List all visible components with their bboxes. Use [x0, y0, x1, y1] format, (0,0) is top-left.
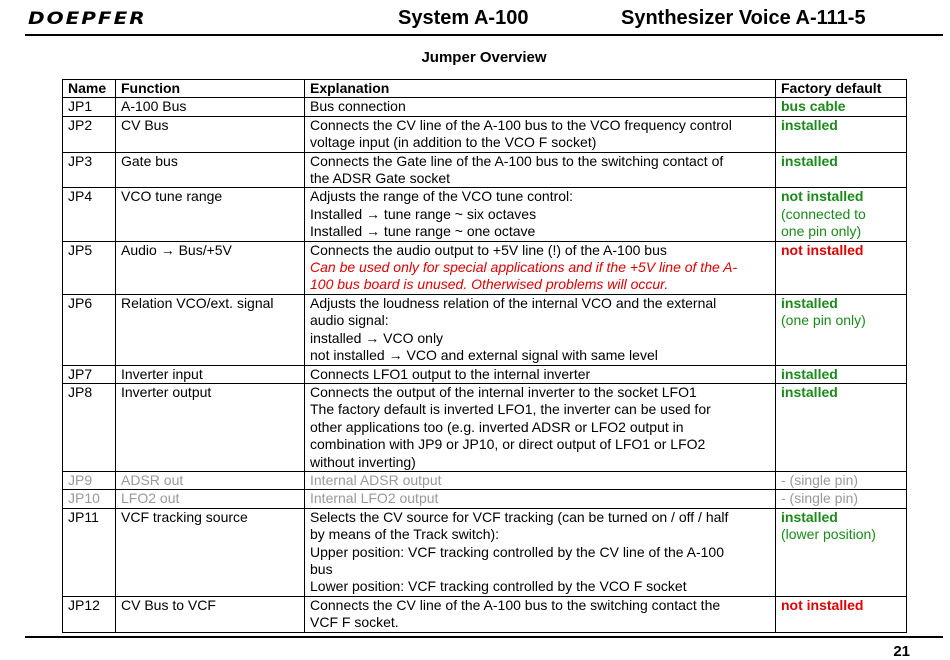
table-row [63, 490, 907, 508]
jumper-name: JP7 [63, 365, 116, 383]
column-header-name: Name [63, 80, 116, 98]
warning-line: 100 bus board is unused. Otherwised problems will occur. [310, 276, 669, 293]
table-row [63, 188, 907, 241]
jumper-explanation [305, 294, 776, 365]
jumper-name: JP4 [63, 188, 116, 241]
explanation-line: by means of the Track switch): [310, 526, 500, 543]
default-value: (connected to [781, 205, 866, 222]
default-value: not installed [781, 241, 864, 258]
explanation-line: Connects the CV line of the A-100 bus to the VCO frequency control [310, 116, 732, 133]
explanation-line: VCF F socket. [310, 614, 399, 631]
jumper-function: ADSR out [116, 471, 305, 489]
jumper-explanation [305, 116, 776, 152]
explanation-line: Connects LFO1 output to the internal inverter [310, 365, 591, 382]
jumper-name: JP5 [63, 241, 116, 294]
jumper-name: JP8 [63, 383, 116, 471]
jumper-name: JP2 [63, 116, 116, 152]
explanation-line: voltage input (in addition to the VCO F socket) [310, 134, 597, 151]
table-row [63, 241, 907, 294]
explanation-line: without inverting) [310, 453, 416, 470]
default-value: installed [781, 508, 838, 525]
header-rule [25, 34, 943, 36]
default-value: - (single pin) [781, 471, 859, 488]
default-value: not installed [781, 188, 864, 205]
table-row [63, 365, 907, 383]
default-value: bus cable [781, 98, 846, 115]
jumper-explanation [305, 596, 776, 632]
jumper-explanation [305, 365, 776, 383]
explanation-line: bus [310, 560, 333, 577]
explanation-line: Connects the CV line of the A-100 bus to the switching contact the [310, 596, 721, 613]
jumper-function: LFO2 out [116, 490, 305, 508]
explanation-line: Connects the output of the internal inverter to the socket LFO1 [310, 383, 697, 400]
footer-rule [25, 636, 943, 638]
explanation-line: Installed → tune range ~ six octaves [310, 205, 537, 222]
default-value: - (single pin) [781, 490, 859, 507]
table-row [63, 116, 907, 152]
explanation-line: Adjusts the range of the VCO tune control: [310, 188, 574, 205]
jumper-name: JP9 [63, 471, 116, 489]
explanation-line: combination with JP9 or JP10, or direct output of LFO1 or LFO2 [310, 436, 706, 453]
brand-logo: DOEPFER [28, 7, 147, 29]
jumper-explanation [305, 188, 776, 241]
default-value: installed [781, 365, 838, 382]
jumper-name: JP10 [63, 490, 116, 508]
explanation-line: installed → VCO only [310, 329, 444, 346]
factory-default [776, 596, 907, 632]
factory-default [776, 508, 907, 596]
factory-default [776, 98, 907, 116]
column-header-explanation: Explanation [305, 80, 776, 98]
jumper-function: CV Bus [116, 116, 305, 152]
jumper-function: Inverter output [116, 383, 305, 471]
column-header-function: Function [116, 80, 305, 98]
jumper-explanation [305, 383, 776, 471]
factory-default [776, 188, 907, 241]
explanation-line: Upper position: VCF tracking controlled by the CV line of the A-100 [310, 543, 724, 560]
jumper-name: JP3 [63, 152, 116, 188]
explanation-line: audio signal: [310, 312, 389, 329]
warning-line: Can be used only for special applications and if the +5V line of the A- [310, 259, 738, 276]
factory-default [776, 383, 907, 471]
factory-default [776, 471, 907, 489]
explanation-line: Connects the audio output to +5V line (!) of the A-100 bus [310, 241, 667, 258]
factory-default [776, 490, 907, 508]
page-number: 21 [893, 643, 910, 660]
jumper-function: Inverter input [116, 365, 305, 383]
explanation-line: Selects the CV source for VCF tracking (can be turned on / off / half [310, 508, 729, 525]
factory-default [776, 116, 907, 152]
jumper-name: JP1 [63, 98, 116, 116]
explanation-line: Internal ADSR output [310, 471, 442, 488]
module-title: Synthesizer Voice A-111-5 [621, 7, 866, 29]
default-value: installed [781, 383, 838, 400]
jumper-function: Gate bus [116, 152, 305, 188]
table-row [63, 471, 907, 489]
table-row [63, 294, 907, 365]
jumper-explanation [305, 471, 776, 489]
table-header-row [63, 80, 907, 98]
jumper-explanation [305, 241, 776, 294]
explanation-line: The factory default is inverted LFO1, the inverter can be used for [310, 401, 711, 418]
table-row [63, 152, 907, 188]
explanation-line: Bus connection [310, 98, 406, 115]
jumper-explanation [305, 490, 776, 508]
default-value: (lower position) [781, 526, 876, 543]
jumper-function: Audio → Bus/+5V [116, 241, 305, 294]
jumper-name: JP11 [63, 508, 116, 596]
table-row [63, 508, 907, 596]
default-value: installed [781, 152, 838, 169]
explanation-line: the ADSR Gate socket [310, 170, 451, 187]
default-value: not installed [781, 596, 864, 613]
table-body [63, 98, 907, 632]
jumper-name: JP6 [63, 294, 116, 365]
column-header-default: Factory default [776, 80, 907, 98]
explanation-line: Installed → tune range ~ one octave [310, 223, 536, 240]
system-title: System A-100 [398, 7, 529, 29]
jumper-function: VCO tune range [116, 188, 305, 241]
jumper-name: JP12 [63, 596, 116, 632]
factory-default [776, 294, 907, 365]
jumper-function: VCF tracking source [116, 508, 305, 596]
default-value: (one pin only) [781, 312, 866, 329]
explanation-line: Internal LFO2 output [310, 490, 439, 507]
default-value: one pin only) [781, 223, 862, 240]
jumper-explanation [305, 152, 776, 188]
jumper-function: A-100 Bus [116, 98, 305, 116]
jumper-explanation [305, 98, 776, 116]
default-value: installed [781, 116, 838, 133]
explanation-line: not installed → VCO and external signal with same level [310, 347, 658, 364]
explanation-line: other applications too (e.g. inverted ADSR or LFO2 output in [310, 418, 684, 435]
table-row [63, 98, 907, 116]
page-title: Jumper Overview [421, 49, 547, 66]
jumper-explanation [305, 508, 776, 596]
factory-default [776, 365, 907, 383]
table-row [63, 596, 907, 632]
factory-default [776, 152, 907, 188]
explanation-line: Lower position: VCF tracking controlled by the VCO F socket [310, 578, 687, 595]
explanation-line: Connects the Gate line of the A-100 bus to the switching contact of [310, 152, 724, 169]
table-row [63, 383, 907, 471]
factory-default [776, 241, 907, 294]
explanation-line: Adjusts the loudness relation of the internal VCO and the external [310, 294, 717, 311]
default-value: installed [781, 294, 838, 311]
jumper-function: Relation VCO/ext. signal [116, 294, 305, 365]
jumper-function: CV Bus to VCF [116, 596, 305, 632]
jumper-table [62, 79, 907, 633]
